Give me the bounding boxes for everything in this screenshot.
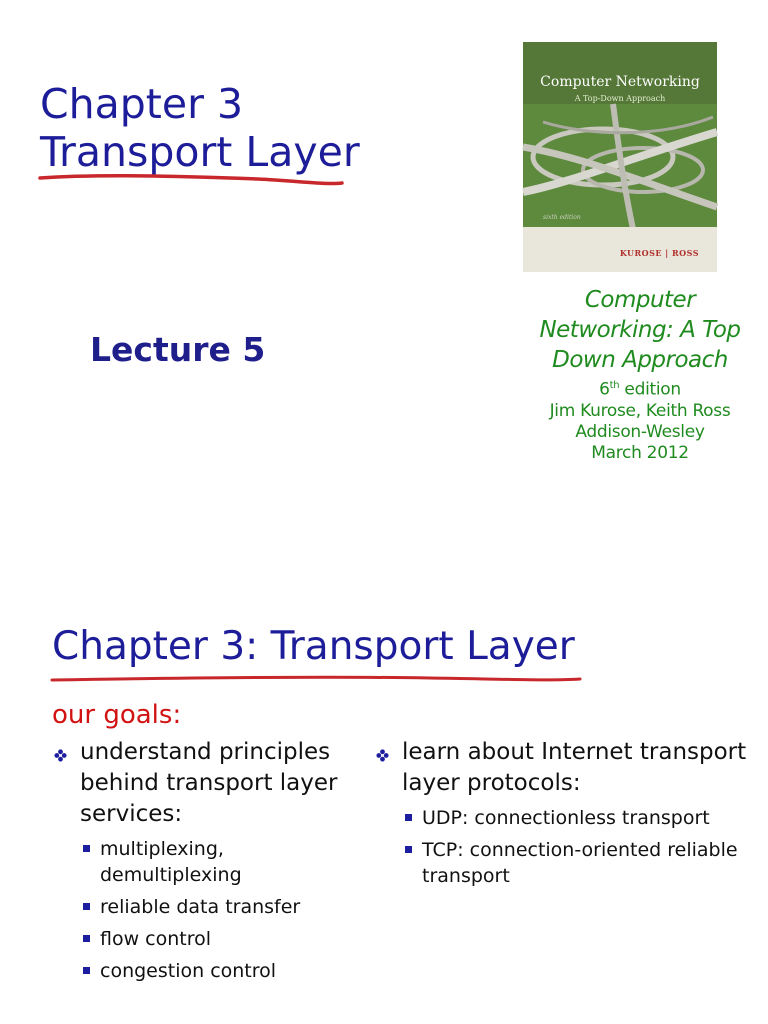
lecture-label: Lecture 5 [90,330,266,369]
title-line-2: Transport Layer [40,128,360,176]
sub-item-text: reliable data transfer [100,896,301,918]
right-column [374,737,754,895]
book-authors: Jim Kurose, Keith Ross [549,400,731,421]
left-column [52,737,352,990]
edition-word: edition [619,379,681,400]
book-cover-edition: sixth edition [543,214,581,221]
book-cover-authors: KUROSE | ROSS [619,248,699,258]
slide-2 [0,512,768,1024]
goals-heading: our goals: [52,700,182,730]
sub-item [80,894,352,920]
book-name-line-1: Computer [584,287,696,313]
book-cover [523,42,717,272]
bullet-text: understand principles behind transport layer services: [80,739,338,827]
sub-item-text: congestion control [100,960,277,982]
book-name [520,285,760,375]
diamond-bullet-icon [376,749,389,762]
sub-item-text: flow control [100,928,212,950]
slide-title: Chapter 3: Transport Layer [52,624,575,669]
slide-title [40,80,360,176]
sub-item [80,926,352,952]
book-cover-title: Computer Networking [540,74,700,90]
square-bullet-icon [83,935,90,942]
sub-item [80,836,352,888]
square-bullet-icon [83,845,90,852]
bullet-text: learn about Internet transport layer protocols: [402,739,747,796]
sub-item [402,805,754,831]
square-bullet-icon [83,903,90,910]
bullet-understand [52,737,352,830]
sub-item [402,837,754,889]
book-name-line-3: Down Approach [552,347,728,373]
edition-number: 6 [599,379,610,400]
sub-item-text: TCP: connection-oriented reliable transport [422,839,738,887]
book-publisher: Addison-Wesley [575,421,705,442]
sub-item-text: multiplexing, demultiplexing [100,838,242,886]
square-bullet-icon [405,846,412,853]
book-info [520,285,760,464]
book-edition [520,375,760,401]
book-cover-subtitle: A Top-Down Approach [574,94,666,103]
sub-item-text: UDP: connectionless transport [422,807,710,829]
square-bullet-icon [405,814,412,821]
book-date: March 2012 [591,442,689,463]
sub-item [80,958,352,984]
square-bullet-icon [83,967,90,974]
book-name-line-2: Networking: A Top [539,317,741,343]
bullet-learn [374,737,754,799]
title-line-1: Chapter 3 [40,80,244,128]
diamond-bullet-icon [54,749,67,762]
title-underline [38,166,348,188]
edition-suffix: th [609,380,620,391]
title-underline [50,670,590,690]
